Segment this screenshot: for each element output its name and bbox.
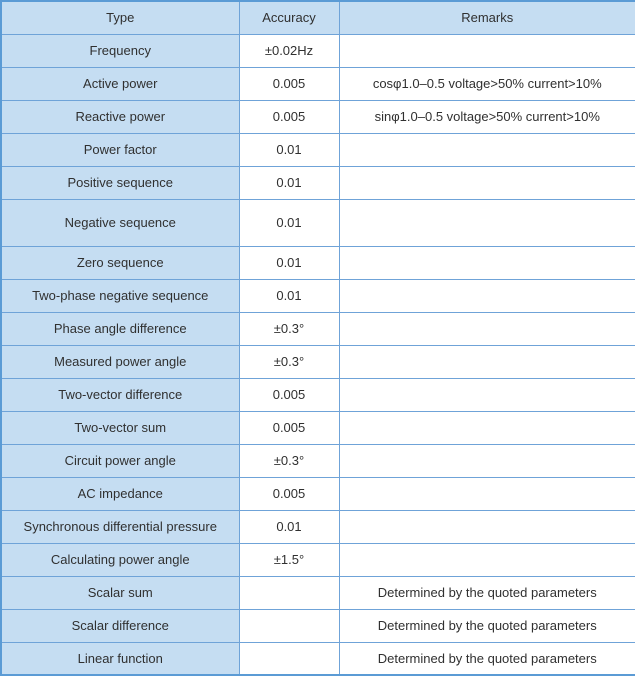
accuracy-cell: 0.005	[239, 411, 339, 444]
type-cell: Calculating power angle	[1, 543, 239, 576]
column-header-remarks: Remarks	[339, 1, 635, 34]
table-row	[1, 543, 635, 576]
type-cell: Two-vector sum	[1, 411, 239, 444]
remarks-cell	[339, 133, 635, 166]
remarks-cell	[339, 166, 635, 199]
table-row	[1, 34, 635, 67]
table-row	[1, 444, 635, 477]
table-row	[1, 345, 635, 378]
accuracy-cell: 0.005	[239, 100, 339, 133]
table-row	[1, 67, 635, 100]
accuracy-cell: 0.005	[239, 477, 339, 510]
accuracy-cell	[239, 576, 339, 609]
accuracy-cell: ±0.3°	[239, 444, 339, 477]
table-row	[1, 411, 635, 444]
header-row	[1, 1, 635, 34]
table-row	[1, 312, 635, 345]
remarks-cell	[339, 345, 635, 378]
remarks-cell	[339, 279, 635, 312]
table-row	[1, 100, 635, 133]
accuracy-cell: 0.005	[239, 67, 339, 100]
accuracy-cell: ±0.3°	[239, 345, 339, 378]
type-cell: Scalar sum	[1, 576, 239, 609]
table-row	[1, 246, 635, 279]
accuracy-cell: 0.005	[239, 378, 339, 411]
remarks-cell	[339, 312, 635, 345]
accuracy-cell	[239, 609, 339, 642]
type-cell: Phase angle difference	[1, 312, 239, 345]
type-cell: Circuit power angle	[1, 444, 239, 477]
remarks-cell	[339, 378, 635, 411]
type-cell: Reactive power	[1, 100, 239, 133]
table-row	[1, 642, 635, 675]
accuracy-cell	[239, 642, 339, 675]
remarks-cell: Determined by the quoted parameters	[339, 576, 635, 609]
remarks-cell	[339, 543, 635, 576]
column-header-type: Type	[1, 1, 239, 34]
type-cell: Measured power angle	[1, 345, 239, 378]
accuracy-cell: ±0.3°	[239, 312, 339, 345]
remarks-cell: Determined by the quoted parameters	[339, 642, 635, 675]
remarks-cell	[339, 477, 635, 510]
remarks-cell	[339, 411, 635, 444]
accuracy-cell: 0.01	[239, 166, 339, 199]
remarks-cell: sinφ1.0–0.5 voltage>50% current>10%	[339, 100, 635, 133]
type-cell: Linear function	[1, 642, 239, 675]
table-row	[1, 609, 635, 642]
accuracy-cell: 0.01	[239, 246, 339, 279]
type-cell: Zero sequence	[1, 246, 239, 279]
table-row	[1, 378, 635, 411]
accuracy-cell: ±1.5°	[239, 543, 339, 576]
accuracy-cell: 0.01	[239, 133, 339, 166]
type-cell: Active power	[1, 67, 239, 100]
table-row	[1, 166, 635, 199]
remarks-cell	[339, 34, 635, 67]
table-row	[1, 199, 635, 246]
remarks-cell	[339, 199, 635, 246]
remarks-cell	[339, 510, 635, 543]
accuracy-cell: 0.01	[239, 199, 339, 246]
column-header-accuracy: Accuracy	[239, 1, 339, 34]
remarks-cell	[339, 444, 635, 477]
accuracy-cell: 0.01	[239, 510, 339, 543]
type-cell: Scalar difference	[1, 609, 239, 642]
table-row	[1, 133, 635, 166]
accuracy-cell: ±0.02Hz	[239, 34, 339, 67]
table-row	[1, 510, 635, 543]
remarks-cell: Determined by the quoted parameters	[339, 609, 635, 642]
remarks-cell: cosφ1.0–0.5 voltage>50% current>10%	[339, 67, 635, 100]
type-cell: AC impedance	[1, 477, 239, 510]
remarks-cell	[339, 246, 635, 279]
type-cell: Synchronous differential pressure	[1, 510, 239, 543]
type-cell: Negative sequence	[1, 199, 239, 246]
type-cell: Positive sequence	[1, 166, 239, 199]
type-cell: Two-vector difference	[1, 378, 239, 411]
type-cell: Power factor	[1, 133, 239, 166]
type-cell: Frequency	[1, 34, 239, 67]
table-row	[1, 477, 635, 510]
type-cell: Two-phase negative sequence	[1, 279, 239, 312]
table-row	[1, 279, 635, 312]
accuracy-cell: 0.01	[239, 279, 339, 312]
table-row	[1, 576, 635, 609]
